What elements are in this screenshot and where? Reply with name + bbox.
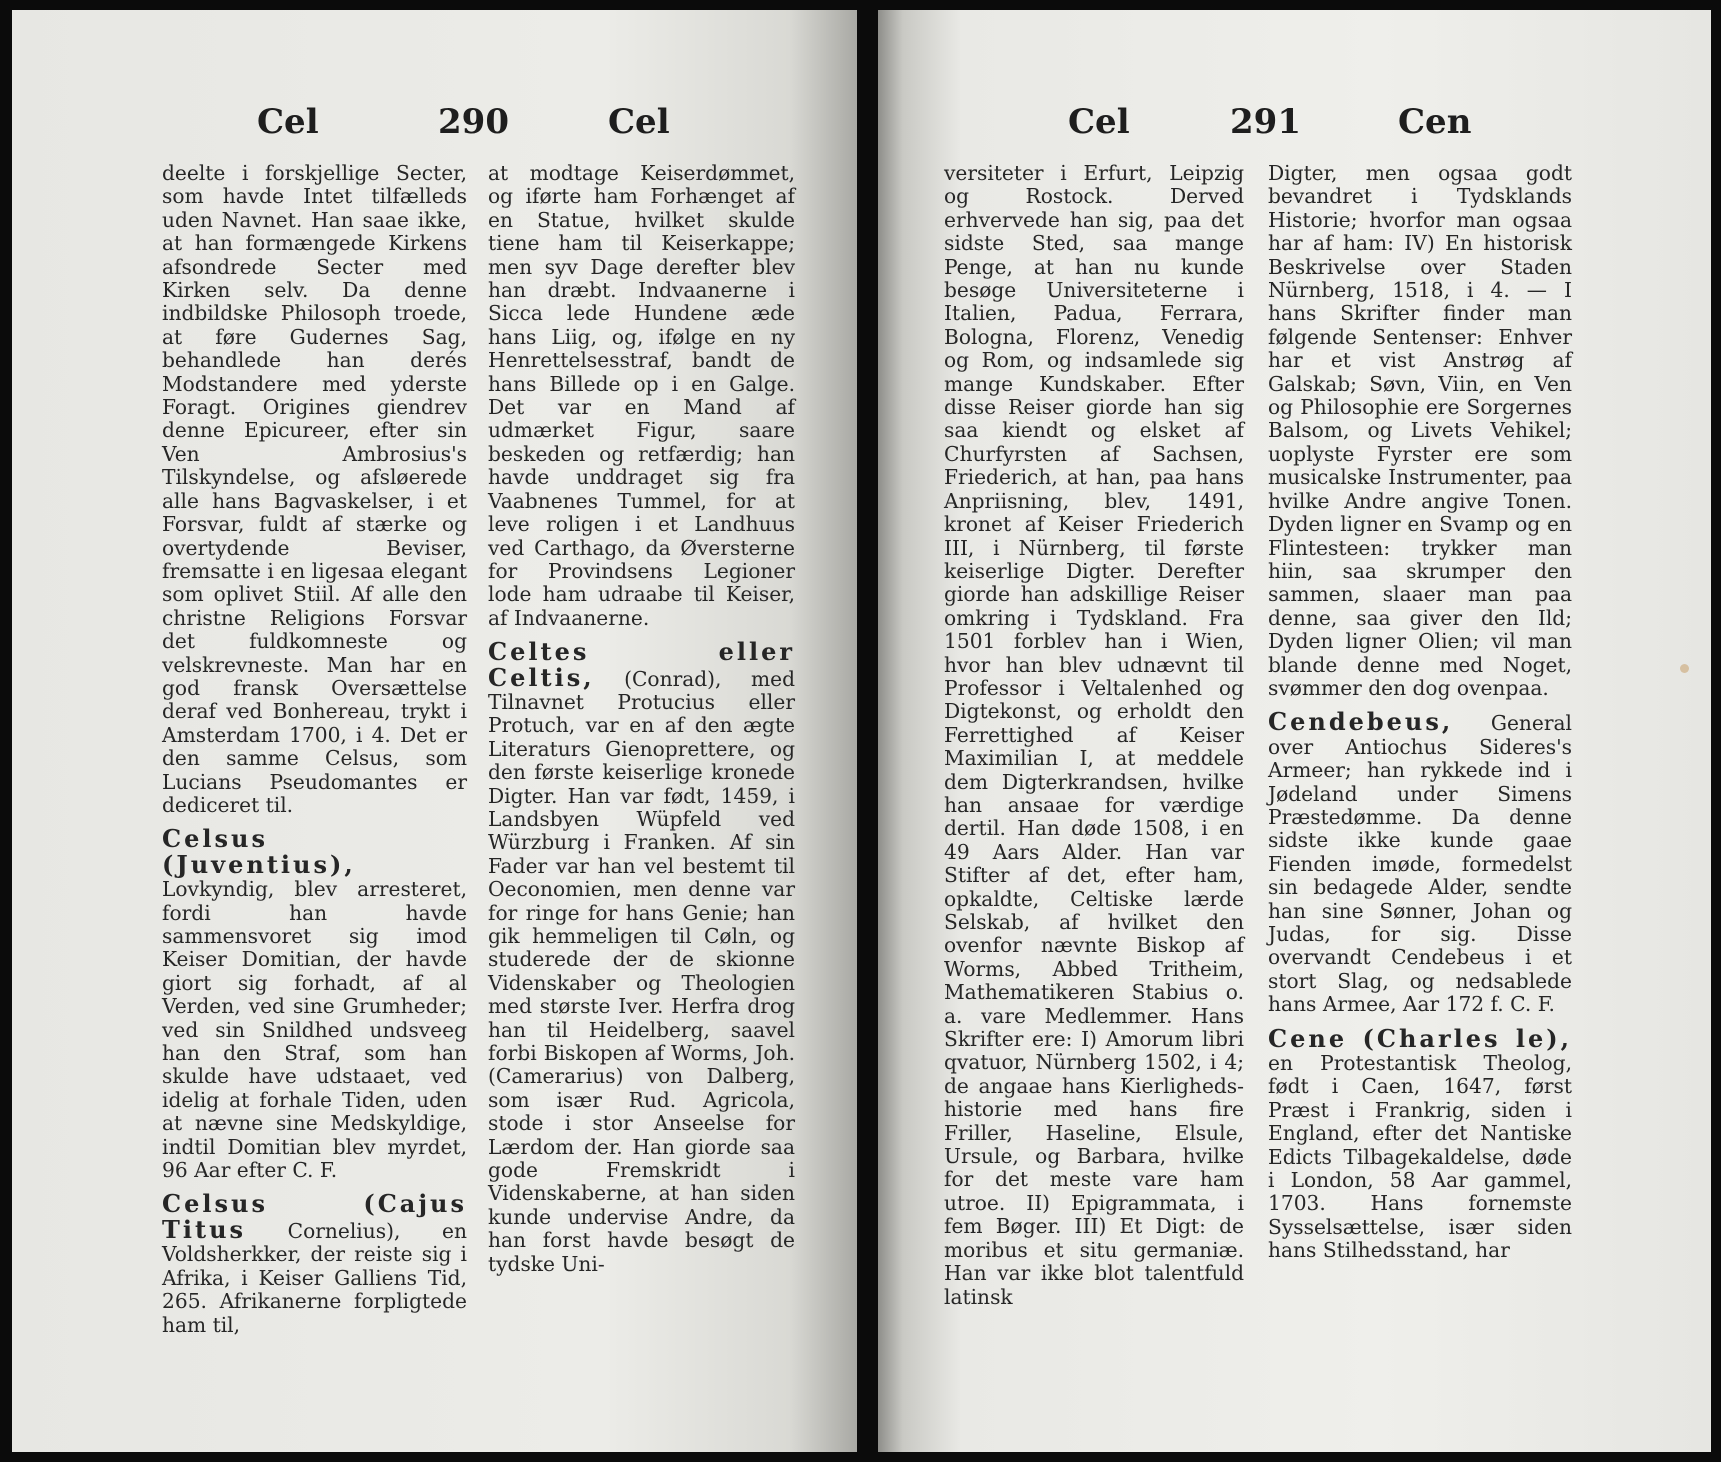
entry-celsus-juventius [162,824,467,1183]
paragraph: at modtage Keiserdømmet, og iførte ham Forhænget af en Statue, hvilket skulde tiene ham til Keiserkappe; men syv Dage derefter blev han dræbt. Indvaanerne i Sicca lede Hundene æde hans Liig, og, ifølge en ny Henrettelsesstraf, bandt de hans Billede op i en Galge. Det var en Mand af udmærket Figur, saare beskeden og retfærdig; han havde unddraget sig fra Vaabnenes Tummel, for at leve roligen i et Landhuus ved Carthago, da Øversterne for Provindsens Legioner lode ham udraabe til Keiser, af Indvaanerne. [488,161,795,630]
right-header-word: Cel [1068,102,1130,142]
entry-cene [1268,1023,1572,1263]
left-page-column-2 [488,162,795,1276]
entry-text: (Conrad), med Tilnavnet Protucius eller Protuch, var en af den ægte Literaturs Gienoprettere, og den første keiserlige kronede Digter. Han var født, 1459, i Landsbyen Wüpfeld ved Würzburg i Franken. Af sin Fader var han vel bestemt til Oeconomien, men denne var for ringe for hans Genie; han gik hemmeligen til Cøln, og studerede der de skionne Videnskaber og Theologien med største Iver. Herfra drog han til Heidelberg, saavel forbi Biskopen af Worms, Joh. (Camerarius) von Dalberg, som især Rud. Agricola, stode i stor Anseelse for Lærdom der. Han giorde saa gode Fremskridt i Videnskaberne, at han siden kunde undervise Andre, da han forst havde besøgt de tydske Uni- [488,666,796,1276]
entry-headword: Celsus (Juventius), [162,824,356,879]
left-page-number: 290 [438,102,509,142]
right-page-column-1 [944,162,1244,1309]
entry-headword: Celsus (Cajus Titus [162,1189,467,1244]
left-page-column-1 [162,162,467,1337]
entry-text: Lovkyndig, blev arresteret, fordi han havde sammensvoret sig imod Keiser Domitian, der havde giort sig forhadt, af al Verden, ved sine Grumheder; ved sin Snildhed undsveeg han den Straf, som han skulde have udstaaet, ved idelig at forhale Tiden, uden at nævne sine Medskyldige, indtil Domitian blev myrdet, 96 Aar efter C. F. [162,877,467,1183]
left-header-right-word: Cel [608,102,670,142]
paragraph: Digter, men ogsaa godt bevandret i Tydsklands Historie; hvorfor man ogsaa har af ham: IV) En historisk Beskrivelse over Staden Nürnberg, 1518, i 4. — I hans Skrifter finder man følgende Sentenser: Enhver har et vist Anstrøg af Galskab; Søvn, Viin, en Ven og Philosophie ere Sorgernes Balsom, og Livets Vehikel; uoplyste Fyrster ere som musicalske Instrumenter, paa hvilke Andre angive Tonen. Dyden ligner en Svamp og en Flintesteen: trykker man hiin, saa skrumper den sammen, slaaer man paa denne, saa giver den Ild; Dyden ligner Olien; vil man blande denne med Noget, svømmer den dog ovenpaa. [1268,161,1572,700]
entry-headword: Cene (Charles le), [1268,1023,1572,1053]
entry-text: Cornelius), en Voldsherkker, der reiste sig i Afrika, i Keiser Galliens Tid, 265. Afrikanerne forpligtede ham til, [162,1218,467,1337]
left-page-header [12,94,857,150]
right-page-header [878,94,1711,150]
right-page [878,10,1711,1452]
entry-celtes [488,637,796,1276]
entry-cendebeus [1268,707,1572,1017]
entry-celsus-cajus [162,1189,467,1337]
right-header-right-word: Cen [1398,102,1472,142]
right-page-number: 291 [1230,102,1301,142]
entry-text: en Protestantisk Theolog, født i Caen, 1647, først Præst i Frankrig, siden i England, efter det Nantiske Edicts Tilbagekaldelse, døde i London, 58 Aar gammel, 1703. Hans fornemste Sysselsættelse, især siden hans Stilhedsstand, har [1268,1051,1572,1263]
entry-headword: Celtes eller Celtis, [488,637,795,692]
paragraph: versiteter i Erfurt, Leipzig og Rostock. Derved erhvervede han sig, paa det sidste Sted, saa mange Penge, at han nu kunde besøge Universiteterne i Italien, Padua, Ferrara, Bologna, Florenz, Venedig og Rom, og indsamlede sig mange Kundskaber. Efter disse Reiser giorde han sig saa kiendt og elsket af Churfyrsten af Sachsen, Friederich, at han, paa hans Anpriisning, blev, 1491, kronet af Keiser Friederich III, i Nürnberg, til første keiserlige Digter. Derefter giorde han adskillige Reiser omkring i Tydskland. Fra 1501 forblev han i Wien, hvor han blev udnævnt til Professor i Veltalenhed og Digtekonst, og erholdt den Ferrettighed af Keiser Maximilian I, at meddele dem Digterkrandsen, hvilke han ansaae for værdige dertil. Han døde 1508, i en 49 Aars Alder. Han var Stifter af det, efter ham, opkaldte, Celtiske lærde Selskab, af hvilket den ovenfor nævnte Biskop af Worms, Abbed Tritheim, Mathematikeren Stabius o. a. vare Medlemmer. Hans Skrifter ere: I) Amorum libri qvatuor, Nürnberg 1502, i 4; de angaae hans Kierligheds-historie med hans fire Friller, Haseline, Elsule, Ursule, og Barbara, hvilke for det meste vare ham utroe. II) Epigrammata, i fem Bøger. III) Et Digt: de moribus et situ germaniæ. Han var ikke blot talentfuld latinsk [944,161,1244,1309]
left-header-word: Cel [257,102,319,142]
entry-text: General over Antiochus Sideres's Armeer; han rykkede ind i Jødeland under Simens Præstedømme. Da denne sidste ikke kunde gaae Fienden imøde, formedelst sin bedagede Alder, sendte han sine Sønner, Johan og Judas, for sig. Disse overvandt Cendebeus i et stort Slag, og nedsablede hans Armee, Aar 172 f. C. F. [1268,711,1572,1017]
entry-headword: Cendebeus, [1268,707,1454,737]
paragraph: deelte i forskjellige Secter, som havde Intet tilfælleds uden Navnet. Han saae ikke, at han formængede Kirkens afsondrede Secter med Kirken selv. Da denne indbildske Philosoph troede, at føre Gudernes Sag, behandlede han derés Modstandere med yderste Foragt. Origines giendrev denne Epicureer, efter sin Ven Ambrosius's Tilskyndelse, og afsløerede alle hans Bagvaskelser, i et Forsvar, fuldt af stærke og overtydende Beviser, fremsatte i en ligesaa elegant som oplivet Stiil. Af alle den christne Religions Forsvar det fuldkomneste og velskrevneste. Man har en god fransk Oversættelse deraf ved Bonhereau, trykt i Amsterdam 1700, i 4. Det er den samme Celsus, som Lucians Pseudomantes er dediceret til. [162,161,467,817]
paper-stain [1680,664,1689,673]
right-page-column-2 [1268,162,1572,1263]
left-page [12,10,857,1452]
